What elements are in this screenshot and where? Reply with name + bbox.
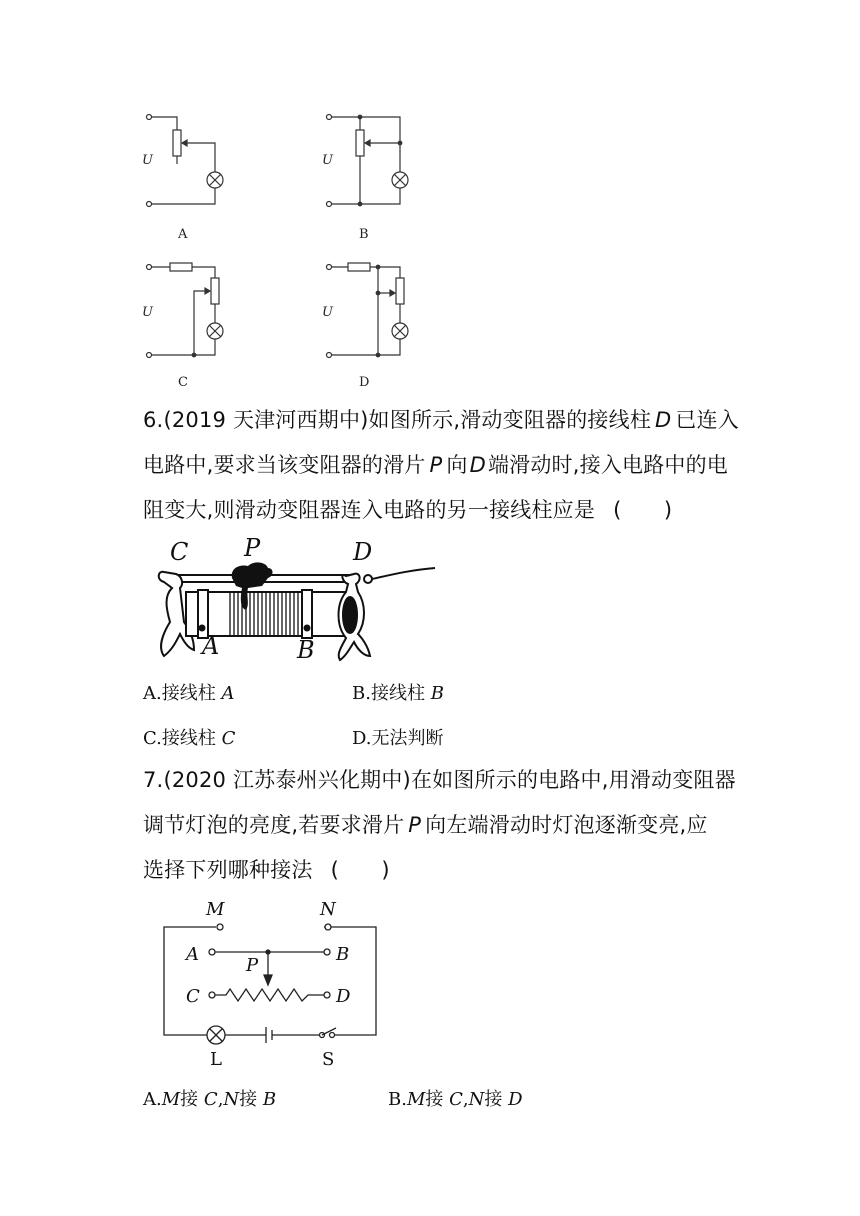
q7-number: 7. (143, 768, 164, 792)
rheostat-label-a: A (202, 632, 220, 660)
u-label-a: U (142, 153, 153, 168)
rheostat-figure (150, 530, 450, 665)
circuit-a (147, 115, 224, 207)
circuit-label-d: D (359, 375, 370, 390)
q7-line2: 调节灯泡的亮度,若要求滑片 P 向左端滑动时灯泡逐渐变亮,应 (143, 813, 708, 837)
q7-label-l: L (210, 1049, 222, 1070)
q7-line1: 7.(2020 江苏泰州兴化期中)在如图所示的电路中,用滑动变阻器 (143, 768, 736, 792)
q7-line3: 选择下列哪种接法 ( ) (143, 858, 390, 882)
rheostat-label-b: B (297, 636, 315, 664)
q7-label-s: S (322, 1049, 335, 1070)
rheostat-label-d: D (353, 538, 373, 566)
circuit-c (147, 263, 224, 358)
q6-number: 6. (143, 408, 164, 432)
circuit-d (327, 263, 409, 358)
q7-label-a: A (186, 944, 199, 965)
q7-option-b[interactable]: B.M接 C,N接 D (388, 1089, 523, 1110)
circuit-label-c: C (178, 375, 188, 390)
q6-option-b[interactable]: B.接线柱 B (352, 683, 444, 704)
u-label-b: U (322, 153, 333, 168)
rheostat-label-c: C (170, 538, 189, 566)
circuit-b (327, 115, 409, 207)
q7-circuit-diagram (150, 895, 390, 1075)
q7-label-c: C (186, 986, 200, 1007)
u-label-d: U (322, 305, 333, 320)
circuit-diagrams-abcd (130, 100, 430, 400)
q6-option-d[interactable]: D.无法判断 (352, 728, 444, 749)
q7-source: (2020 江苏泰州兴化期中) (163, 768, 411, 792)
circuit-label-b: B (359, 227, 369, 242)
q6-option-c[interactable]: C.接线柱 C (143, 728, 236, 749)
q6-line2: 电路中,要求当该变阻器的滑片 P 向D端滑动时,接入电路中的电 (143, 453, 729, 477)
q7-label-n: N (320, 899, 336, 920)
rheostat-label-p: P (244, 534, 261, 562)
circuit-label-a: A (178, 227, 188, 242)
q7-option-a[interactable]: A.M接 C,N接 B (143, 1089, 277, 1110)
q6-source: (2019 天津河西期中) (163, 408, 369, 432)
q7-answer-paren: ( ) (330, 858, 390, 882)
u-label-c: U (142, 305, 153, 320)
q7-label-p: P (246, 955, 259, 976)
q7-label-b: B (336, 944, 350, 965)
q6-line3: 阻变大,则滑动变阻器连入电路的另一接线柱应是 ( ) (143, 498, 673, 522)
q7-label-m: M (206, 899, 225, 920)
q6-answer-paren: ( ) (613, 498, 673, 522)
q6-option-a[interactable]: A.接线柱 A (143, 683, 235, 704)
q6-line1: 6.(2019 天津河西期中)如图所示,滑动变阻器的接线柱 D 已连入 (143, 408, 740, 432)
q7-label-d: D (336, 986, 351, 1007)
